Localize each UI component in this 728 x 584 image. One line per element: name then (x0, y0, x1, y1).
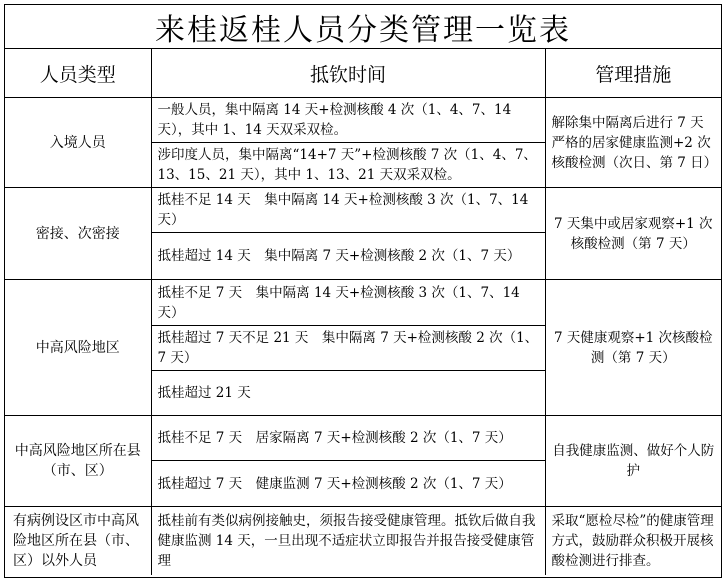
table-row (5, 98, 721, 143)
measure-cell: 解除集中隔离后进行 7 天严格的居家健康监测+2 次核酸检测（次日、第 7 日） (545, 98, 721, 188)
category-cell: 入境人员 (5, 98, 151, 188)
document-frame (4, 4, 722, 578)
measure-cell: 采取“愿检尽检”的健康管理方式，鼓励群众积极开展核酸检测进行排查。 (545, 507, 721, 576)
detail-cell: 抵桂不足 7 天 集中隔离 14 天+检测核酸 3 次（1、7、14 天） (151, 280, 545, 326)
document-title: 来桂返桂人员分类管理一览表 (5, 5, 721, 49)
detail-cell: 涉印度人员，集中隔离“14+7 天”+检测核酸 7 次（1、4、7、13、15、21 天），其中 1、13、21 天双采双检。 (151, 143, 545, 188)
category-cell: 密接、次密接 (5, 188, 151, 280)
table-row (5, 280, 721, 326)
detail-cell: 抵桂超过 14 天 集中隔离 7 天+检测核酸 2 次（1、7 天） (151, 233, 545, 280)
header-arrival-time: 抵钦时间 (151, 49, 545, 98)
detail-cell: 抵桂不足 7 天 居家隔离 7 天+检测核酸 2 次（1、7 天） (151, 416, 545, 461)
measure-cell: 7 天健康观察+1 次核酸检测（第 7 天） (545, 280, 721, 416)
detail-cell: 抵桂超过 7 天 健康监测 7 天+检测核酸 2 次（1、7 天） (151, 461, 545, 507)
measure-cell: 7 天集中或居家观察+1 次核酸检测（第 7 天） (545, 188, 721, 280)
detail-cell: 抵桂不足 14 天 集中隔离 14 天+检测核酸 3 次（1、7、14 天） (151, 188, 545, 233)
table-row (5, 507, 721, 576)
table-row (5, 416, 721, 461)
detail-cell: 一般人员，集中隔离 14 天+检测核酸 4 次（1、4、7、14 天），其中 1、14 天双采双检。 (151, 98, 545, 143)
management-table (5, 49, 721, 575)
detail-cell: 抵桂前有类似病例接触史，须报告接受健康管理。抵钦后做自我健康监测 14 天，一旦出现不适症状立即报告并报告接受健康管理 (151, 507, 545, 576)
table-header-row (5, 49, 721, 98)
detail-cell: 抵桂超过 21 天 (151, 371, 545, 416)
table-row (5, 188, 721, 233)
header-measures: 管理措施 (545, 49, 721, 98)
detail-cell: 抵桂超过 7 天不足 21 天 集中隔离 7 天+检测核酸 2 次（1、7 天） (151, 326, 545, 371)
category-cell: 中高风险地区 (5, 280, 151, 416)
category-cell: 中高风险地区所在县（市、区） (5, 416, 151, 507)
header-person-type: 人员类型 (5, 49, 151, 98)
measure-cell: 自我健康监测、做好个人防护 (545, 416, 721, 507)
category-cell: 有病例设区市中高风险地区所在县（市、区）以外人员 (5, 507, 151, 576)
